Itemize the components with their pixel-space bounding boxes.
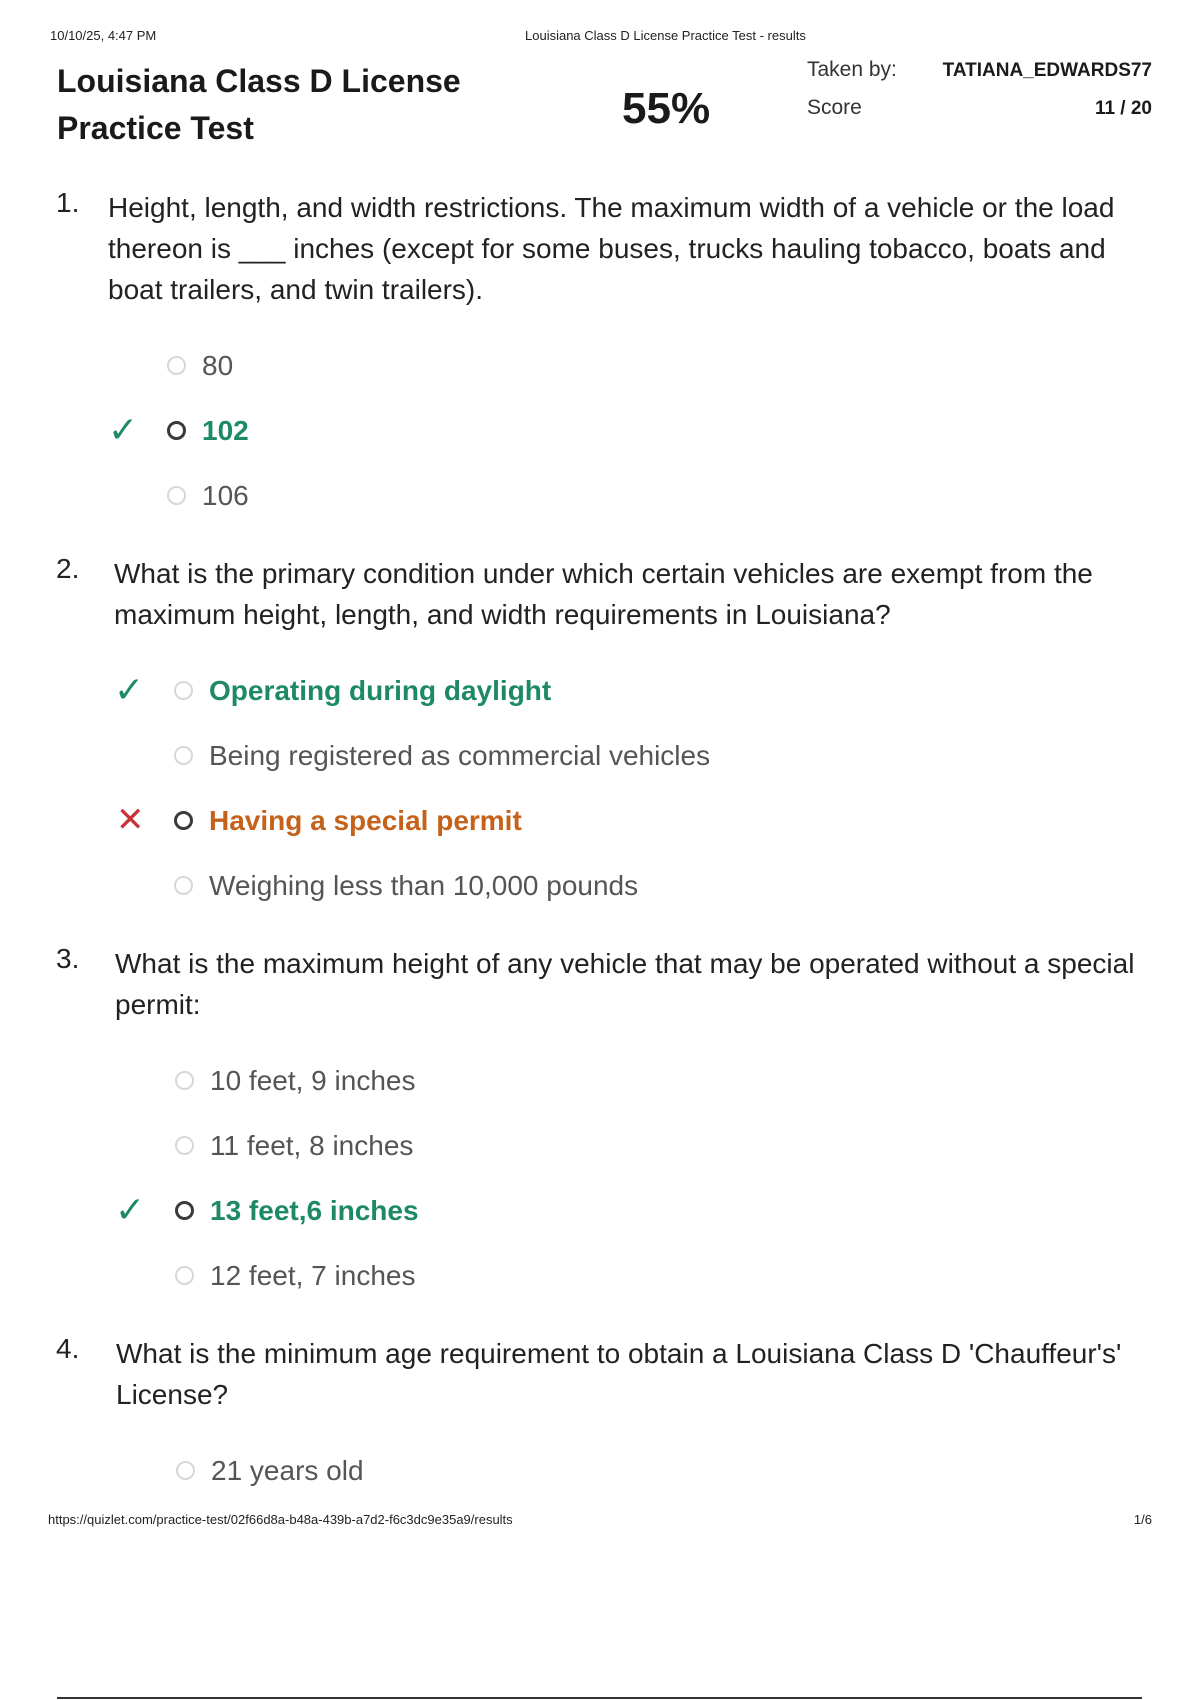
print-datetime: 10/10/25, 4:47 PM bbox=[50, 28, 157, 43]
answer-label: 10 feet, 9 inches bbox=[210, 1065, 416, 1096]
answer-label: Having a special permit bbox=[209, 805, 522, 836]
question-text: What is the maximum height of any vehicle that may be operated without a special permit: bbox=[115, 948, 1135, 1020]
radio-icon[interactable] bbox=[175, 1201, 194, 1220]
print-header bbox=[50, 28, 1152, 50]
test-title-line-1: Louisiana Class D License bbox=[57, 63, 461, 99]
answer-label: 13 feet,6 inches bbox=[210, 1195, 419, 1226]
radio-icon[interactable] bbox=[175, 1136, 194, 1155]
answer-label: 102 bbox=[202, 415, 249, 446]
question-text: What is the primary condition under which certain vehicles are exempt from the maximum height, length, and width requirements in Louisiana? bbox=[114, 558, 1093, 630]
radio-icon[interactable] bbox=[175, 1071, 194, 1090]
radio-icon[interactable] bbox=[167, 421, 186, 440]
answer-label: 11 feet, 8 inches bbox=[210, 1130, 414, 1161]
check-icon: ✓ bbox=[108, 409, 139, 450]
score-value: 11 / 20 bbox=[1094, 98, 1152, 119]
radio-icon[interactable] bbox=[174, 811, 193, 830]
question-number: 2. bbox=[56, 553, 80, 584]
page-number: 1/6 bbox=[1133, 1512, 1152, 1527]
question-number: 1. bbox=[56, 187, 80, 218]
radio-icon[interactable] bbox=[174, 681, 193, 700]
answer-label: Weighing less than 10,000 pounds bbox=[209, 870, 639, 901]
answer-label: Operating during daylight bbox=[209, 675, 552, 706]
answer-label: 106 bbox=[202, 480, 249, 511]
test-title bbox=[57, 58, 557, 152]
answer-label: 21 years old bbox=[211, 1455, 364, 1486]
radio-icon[interactable] bbox=[176, 1461, 195, 1480]
bottom-divider bbox=[57, 1697, 1142, 1699]
answer-label: Being registered as commercial vehicles bbox=[209, 740, 711, 771]
print-document-title: Louisiana Class D License Practice Test - results bbox=[525, 28, 806, 43]
cross-icon: ✕ bbox=[116, 801, 145, 839]
question-text: What is the minimum age requirement to obtain a Louisiana Class D 'Chauffeur's' License? bbox=[116, 1338, 1122, 1410]
check-icon: ✓ bbox=[115, 1189, 146, 1230]
answer-label: 80 bbox=[202, 350, 234, 381]
question-text: Height, length, and width restrictions. The maximum width of a vehicle or the load thereon is ___ inches (except for some buses, trucks hauling tobacco, boats and boat trailers, and twin trailers). bbox=[108, 192, 1115, 305]
radio-icon[interactable] bbox=[167, 486, 186, 505]
radio-icon[interactable] bbox=[174, 876, 193, 895]
radio-icon[interactable] bbox=[174, 746, 193, 765]
print-footer bbox=[48, 1512, 1152, 1532]
question-number: 3. bbox=[56, 943, 80, 974]
radio-icon[interactable] bbox=[175, 1266, 194, 1285]
taken-by-label: Taken by: bbox=[807, 58, 897, 81]
score-label: Score bbox=[807, 96, 862, 119]
test-title-line-2: Practice Test bbox=[57, 110, 254, 146]
answer-label: 12 feet, 7 inches bbox=[210, 1260, 416, 1291]
question-number: 4. bbox=[56, 1333, 80, 1364]
score-percent: 55% bbox=[622, 84, 711, 133]
radio-icon[interactable] bbox=[167, 356, 186, 375]
taken-by-value: TATIANA_EDWARDS77 bbox=[942, 60, 1152, 81]
check-icon: ✓ bbox=[114, 669, 145, 710]
results-header bbox=[57, 58, 1152, 158]
print-url: https://quizlet.com/practice-test/02f66d8a-b48a-439b-a7d2-f6c3dc9e35a9/results bbox=[48, 1512, 513, 1527]
